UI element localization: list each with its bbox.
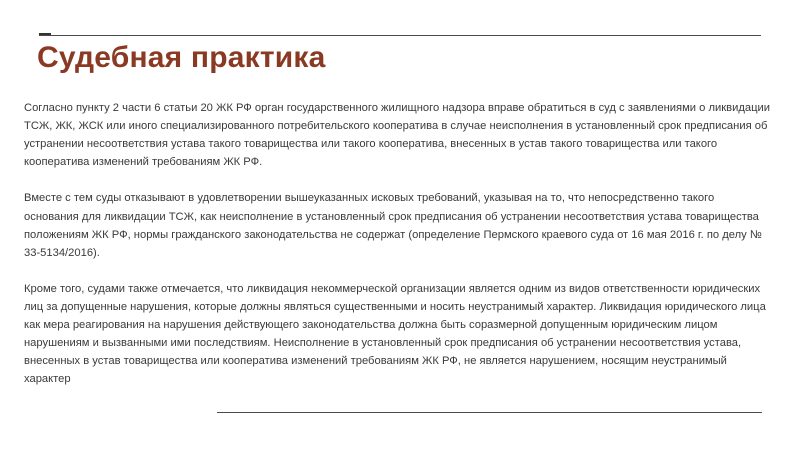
top-divider-accent	[39, 33, 51, 35]
slide-body	[24, 99, 772, 407]
paragraph-liquidation-liability: Кроме того, судами также отмечается, что ликвидация некоммерческой организации является одним из видов ответственности юридических лиц за допущенные нарушения, которые должны являться существенными и носить неустранимый характер. Ликвидация юридического лица как мера реагирования на нарушения действующего законодательства должна быть соразмерной допущенным юридическим лицом нарушениям и вызванными ими последствиям. Неисполнение в установленный срок предписания об устранении несоответствия устава, внесенных в устав товарищества или кооператива изменений требованиям ЖК РФ, не является нарушением, носящим неустранимый характер	[24, 282, 766, 386]
top-divider	[39, 35, 761, 36]
slide-title: Судебная практика	[37, 41, 326, 74]
paragraph-legal-basis: Согласно пункту 2 части 6 статьи 20 ЖК РФ орган государственного жилищного надзора вправе обратиться в суд с заявлениями о ликвидации ТСЖ, ЖК, ЖСК или иного специализированного потребительского кооператива в случае неисполнения в установленный срок предписания об устранении несоответствия устава такого товарищества или такого кооператива, внесенных в устав такого товарищества или такого кооператива изменений требованиям ЖК РФ.	[24, 102, 770, 169]
paragraph-court-refusal: Вместе с тем суды отказывают в удовлетворении вышеуказанных исковых требований, указывая на то, что непосредственно такого основания для ликвидации ТСЖ, как неисполнение в установленный срок предписания об устранении несоответствия устава товарищества положениям ЖК РФ, нормы гражданского законодательства не содержат (определение Пермского краевого суда от 16 мая 2016 г. по делу № 33-5134/2016).	[24, 192, 762, 259]
bottom-divider	[217, 412, 762, 413]
